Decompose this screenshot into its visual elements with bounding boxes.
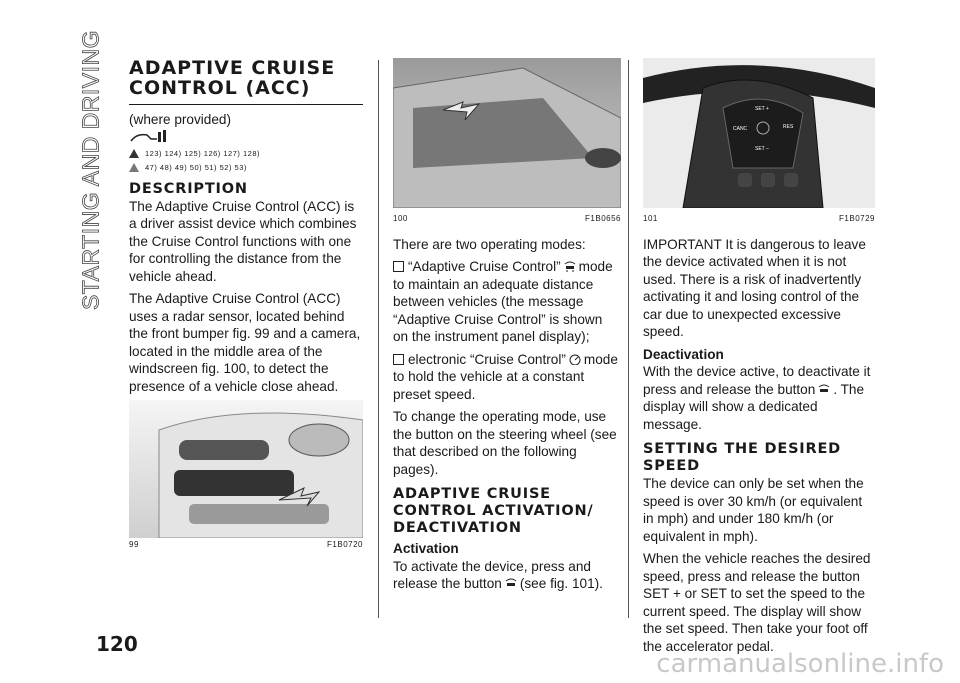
set-speed-paragraph: When the vehicle reaches the desired speed, press and release the button SET + or SET to set the speed to the current speed. The display will show the set speed. Then take your foot off the accelerator pedal.	[643, 551, 871, 654]
activation-subheading: Activation	[393, 541, 459, 556]
important-note: IMPORTANT It is dangerous to leave the device activated when it is not used. There is a risk of inadvertently activating it and losing control of the car due to unexpected excessive speed.	[643, 236, 866, 339]
bullet-icon	[393, 354, 404, 365]
res-label: RES	[783, 124, 794, 130]
adaptive-cruise-icon	[504, 577, 518, 589]
cruise-control-icon	[568, 353, 582, 365]
figure-code: F1B0656	[585, 214, 621, 223]
column-2	[393, 58, 621, 598]
canc-label: CANC	[733, 126, 748, 132]
activation-heading-line: DEACTIVATION	[393, 520, 522, 536]
set-speed-heading-line: SETTING THE DESIRED	[643, 441, 842, 457]
availability-note: (where provided)	[129, 112, 231, 127]
figure-code: F1B0729	[839, 214, 875, 223]
bullet-icon	[393, 261, 404, 272]
adaptive-cruise-icon	[563, 260, 577, 272]
column-divider-2	[628, 60, 629, 618]
modes-intro: There are two operating modes:	[393, 236, 586, 252]
set-minus-label: SET –	[755, 146, 769, 152]
column-divider-1	[378, 60, 379, 618]
deactivation-text: With the device active, to deactivate it press and release the button . The display will show a dedicated message.	[643, 364, 871, 432]
mode-item: “Adaptive Cruise Control” mode to maintain an adequate distance between vehicles (the message “Adaptive Cruise Control” is shown on the instrument panel display);	[393, 259, 613, 344]
deactivation-subheading: Deactivation	[643, 346, 724, 362]
figure-front-bumper	[129, 400, 363, 538]
set-speed-heading-line: SPEED	[643, 458, 700, 474]
warning-icon	[129, 149, 139, 158]
column-3	[643, 58, 875, 660]
watermark: carmanualsonline.info	[656, 649, 944, 679]
activation-text: To activate the device, press and release the button (see fig. 101).	[393, 558, 603, 591]
figure-number: 99	[129, 540, 139, 549]
description-paragraph: The Adaptive Cruise Control (ACC) is a driver assist device which combines the Cruise Control functions with one for controlling the distance from the vehicle ahead.	[129, 198, 357, 284]
page-number: 120	[96, 632, 138, 656]
warning-references	[129, 147, 363, 161]
section-title: STARTING AND DRIVING	[77, 29, 104, 311]
figure-windscreen-camera	[393, 58, 621, 208]
set-plus-label: SET +	[755, 106, 769, 112]
caution-icon	[129, 163, 139, 172]
figure-steering-wheel-buttons	[643, 58, 875, 208]
figure-number: 101	[643, 214, 658, 223]
reference-list: 47) 48) 49) 50) 51) 52) 53)	[145, 162, 247, 172]
set-speed-paragraph: The device can only be set when the speed is over 30 km/h (or equivalent in mph) and under 180 km/h (or equivalent in mph).	[643, 476, 864, 544]
activation-heading-line: ADAPTIVE CRUISE	[393, 486, 551, 502]
change-mode-text: To change the operating mode, use the button on the steering wheel (see that described on the following pages).	[393, 409, 617, 477]
activation-heading-line: CONTROL ACTIVATION/	[393, 503, 594, 519]
mode-item: electronic “Cruise Control” mode to hold the vehicle at a constant preset speed.	[393, 351, 618, 402]
description-heading: DESCRIPTION	[129, 180, 248, 197]
figure-number: 100	[393, 214, 408, 223]
caution-references	[129, 161, 363, 175]
section-title-line: ADAPTIVE CRUISE	[129, 57, 336, 79]
reference-list: 123) 124) 125) 126) 127) 128)	[145, 148, 260, 158]
adaptive-cruise-icon	[817, 383, 831, 395]
section-title-line: CONTROL (ACC)	[129, 77, 311, 99]
column-1	[129, 58, 363, 554]
figure-code: F1B0720	[327, 540, 363, 549]
title-rule	[129, 104, 363, 105]
vehicle-dashboard-icon	[129, 129, 363, 147]
description-paragraph: The Adaptive Cruise Control (ACC) uses a radar sensor, located behind the front bumper fig. 99 and a camera, located in the middle area of the windscreen fig. 100, to detect the presence of a vehicle close ahead.	[129, 291, 361, 394]
section-sidebar	[76, 29, 106, 311]
